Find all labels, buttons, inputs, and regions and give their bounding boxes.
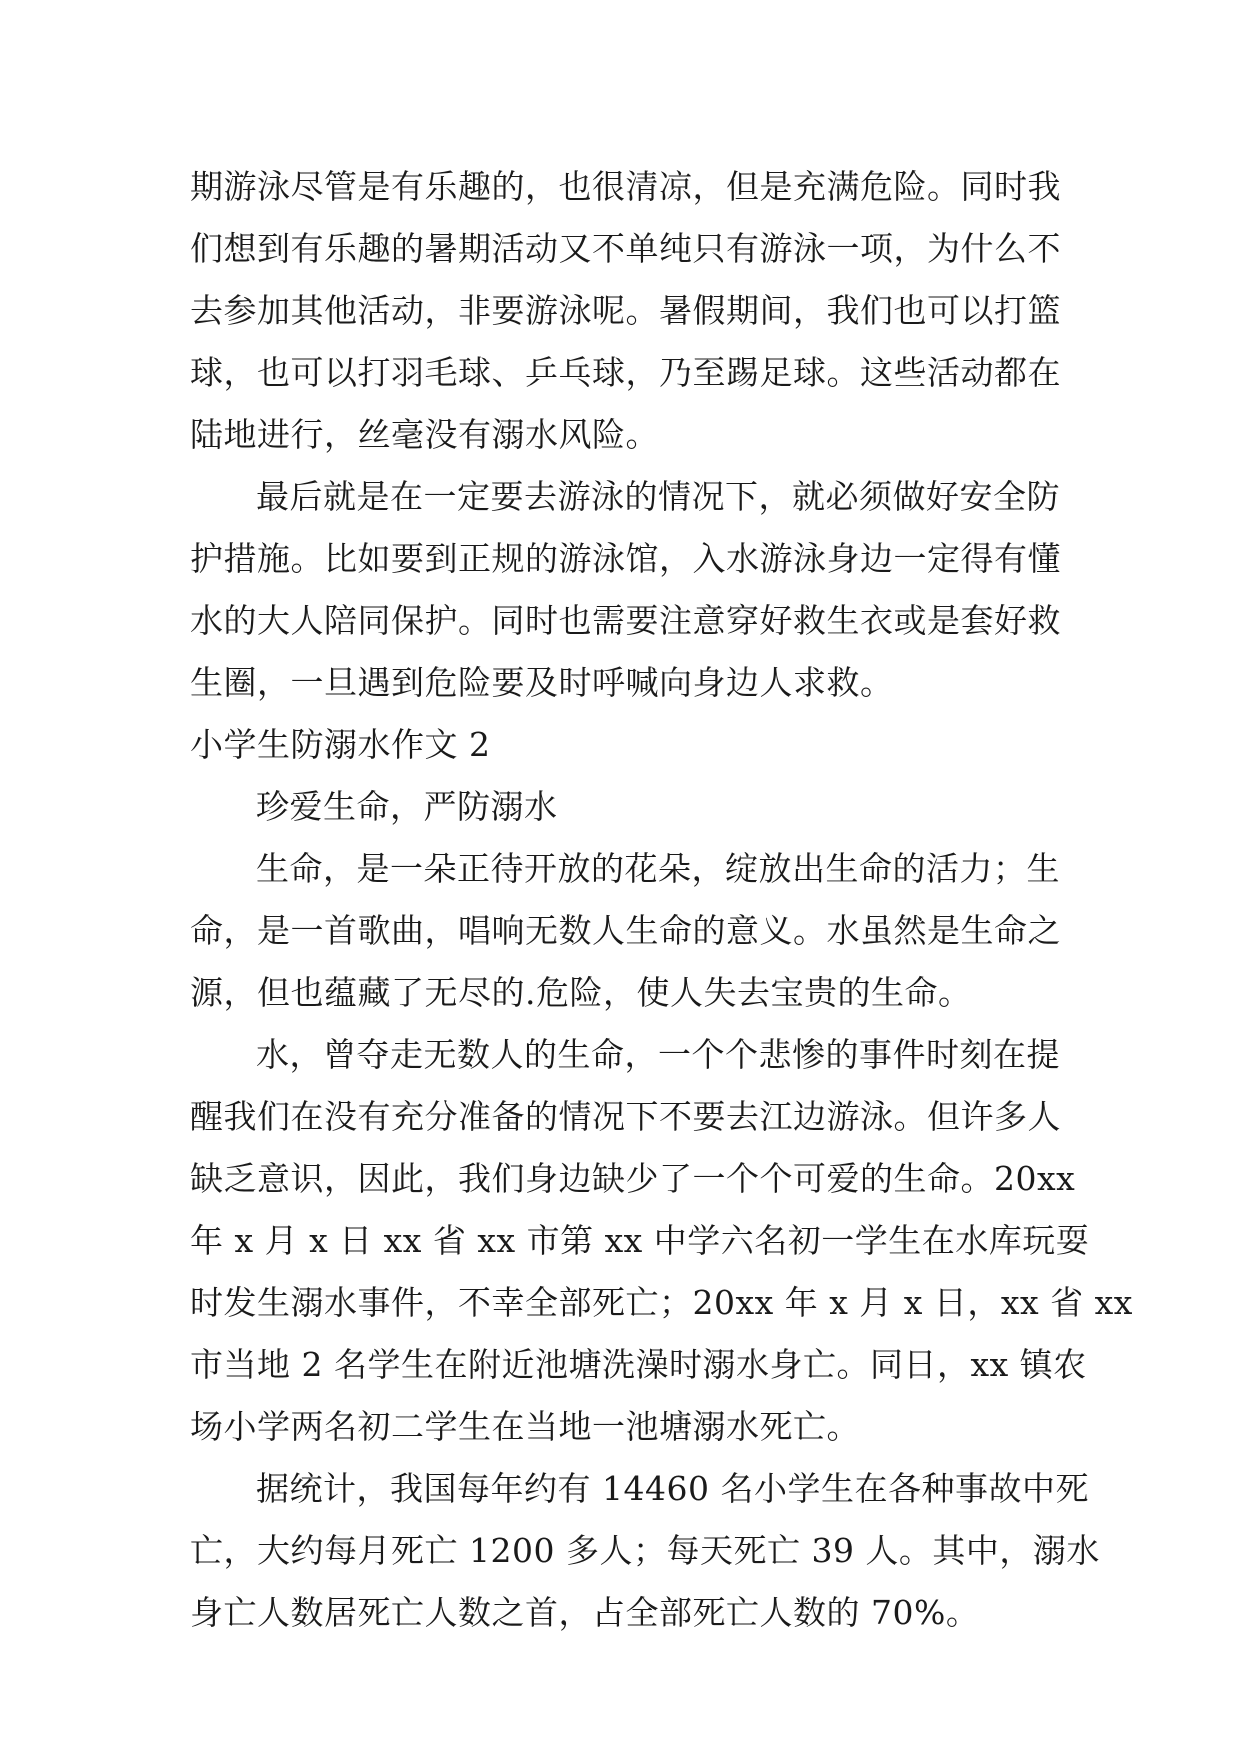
text-line-15: 水，曾夺走无数人的生命，一个个悲惨的事件时刻在提 <box>256 1035 1060 1074</box>
text-line-12: 生命，是一朵正待开放的花朵，绽放出生命的活力；生 <box>256 849 1060 888</box>
text-line-20: 市当地 2 名学生在附近池塘洗澡时溺水身亡。同日，xx 镇农 <box>190 1345 1087 1384</box>
essay-title: 珍爱生命，严防溺水 <box>256 787 558 826</box>
text-line-4: 球，也可以打羽毛球、乒乓球，乃至踢足球。这些活动都在 <box>190 353 1061 392</box>
text-line-21: 场小学两名初二学生在当地一池塘溺水死亡。 <box>190 1407 860 1446</box>
text-line-3: 去参加其他活动，非要游泳呢。暑假期间，我们也可以打篮 <box>190 291 1061 330</box>
text-line-16: 醒我们在没有充分准备的情况下不要去江边游泳。但许多人 <box>190 1097 1061 1136</box>
section-heading: 小学生防溺水作文 2 <box>190 725 491 764</box>
text-line-13: 命，是一首歌曲，唱响无数人生命的意义。水虽然是生命之 <box>190 911 1061 950</box>
text-line-9: 生圈，一旦遇到危险要及时呼喊向身边人求救。 <box>190 663 894 702</box>
text-line-7: 护措施。比如要到正规的游泳馆，入水游泳身边一定得有懂 <box>190 539 1061 578</box>
text-line-23: 亡，大约每月死亡 1200 多人；每天死亡 39 人。其中，溺水 <box>190 1531 1100 1570</box>
text-line-14: 源，但也蕴藏了无尽的.危险，使人失去宝贵的生命。 <box>190 973 972 1012</box>
text-line-18: 年 x 月 x 日 xx 省 xx 市第 xx 中学六名初一学生在水库玩耍 <box>190 1221 1090 1260</box>
text-line-22: 据统计，我国每年约有 14460 名小学生在各种事故中死 <box>256 1469 1089 1508</box>
text-line-19: 时发生溺水事件，不幸全部死亡；20xx 年 x 月 x 日，xx 省 xx <box>190 1283 1133 1322</box>
text-line-8: 水的大人陪同保护。同时也需要注意穿好救生衣或是套好救 <box>190 601 1061 640</box>
text-line-17: 缺乏意识，因此，我们身边缺少了一个个可爱的生命。20xx <box>190 1159 1076 1198</box>
text-line-5: 陆地进行，丝毫没有溺水风险。 <box>190 415 659 454</box>
text-line-2: 们想到有乐趣的暑期活动又不单纯只有游泳一项，为什么不 <box>190 229 1061 268</box>
document-body <box>190 156 1133 1644</box>
text-line-1: 期游泳尽管是有乐趣的，也很清凉，但是充满危险。同时我 <box>190 167 1061 206</box>
text-line-24: 身亡人数居死亡人数之首，占全部死亡人数的 70%。 <box>190 1593 980 1632</box>
text-line-6: 最后就是在一定要去游泳的情况下，就必须做好安全防 <box>256 477 1060 516</box>
